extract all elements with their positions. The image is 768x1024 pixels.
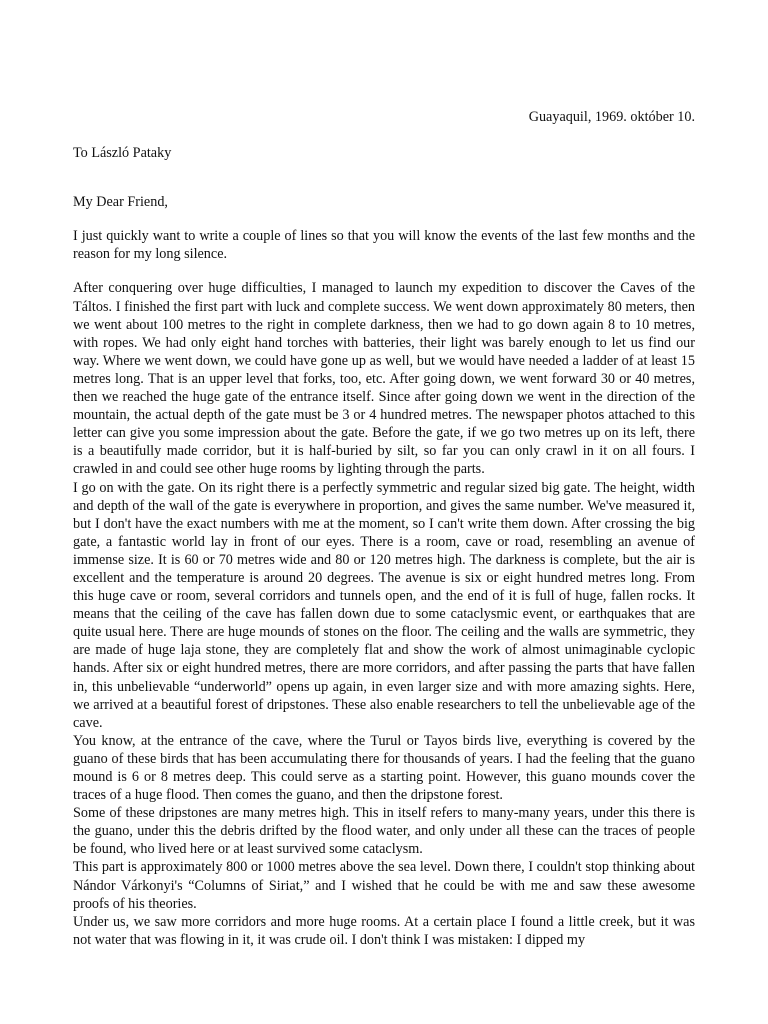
letter-body — [73, 108, 695, 949]
paragraph-expedition: After conquering over huge difficulties, I managed to launch my expedition to discover the Caves of the Táltos. I finished the first part with luck and complete success. We went down approximately 80 meters, then we went about 100 metres to the right in complete darkness, then we had to go down again 8 to 10 metres, with ropes. We had only eight hand torches with batteries, their light was barely enough to let us find our way. Where we went down, we could have gone up as well, but we would have needed a ladder of at least 15 metres long. That is an upper level that forks, too, etc. After going down, we went forward 30 or 40 metres, then we reached the huge gate of the entrance itself. Since after going down we went in the direction of the mountain, the actual depth of the gate must be 3 or 4 hundred metres. The newspaper photos attached to this letter can give you some impression about the gate. Before the gate, if we go two metres up on its left, there is a beautifully made corridor, but it is half-buried by silt, so far you can only crawl in it on all fours. I crawled in and could see other huge rooms by lighting through the parts. — [73, 280, 695, 478]
paragraph-dripstones: Some of these dripstones are many metres high. This in itself refers to many-many years, under this there is the guano, under this the debris drifted by the flood water, and only under all these can the traces of people be found, who lived here or at least survived some cataclysm. — [73, 805, 695, 858]
letter-recipient: To László Pataky — [73, 145, 172, 162]
letter-main-text — [73, 279, 695, 948]
paragraph-gate: I go on with the gate. On its right there is a perfectly symmetric and regular sized big gate. The height, width and depth of the wall of the gate is everywhere in proportion, and gives the same number. We've measured it, but I don't have the exact numbers with me at the moment, so I can't write them down. After crossing the big gate, a fantastic world lay in front of our eyes. There is a room, cave or road, resembling an avenue of immense size. It is 60 or 70 metres wide and 80 or 120 metres high. The darkness is complete, but the air is excellent and the temperature is around 20 degrees. The avenue is six or eight hundred metres long. From this huge cave or room, several corridors and tunnels open, and the end of it is full of huge, fallen rocks. It means that the ceiling of the cave has fallen down due to some cataclysmic event, or earthquakes that are quite usual here. There are huge mounds of stones on the floor. The ceiling and the walls are symmetric, they are made of huge laja stone, they are completely flat and show the work of almost unimaginable cyclopic hands. After six or eight hundred metres, there are more corridors, and after passing the parts that have fallen in, this unbelievable “underworld” opens up again, in even larger size and with more amazing sights. Here, we arrived at a beautiful forest of dripstones. These also enable researchers to tell the unbelievable age of the cave. — [73, 479, 695, 731]
paragraph-guano: You know, at the entrance of the cave, where the Turul or Tayos birds live, everything is covered by the guano of these birds that has been accumulating there for thousands of years. I had the feeling that the guano mound is 6 or 8 metres deep. This could serve as a starting point. However, this guano mounds cover the traces of a huge flood. Then comes the guano, and then the dripstone forest. — [73, 732, 695, 804]
paragraph-sea-level: This part is approximately 800 or 1000 metres above the sea level. Down there, I couldn't stop thinking about Nándor Várkonyi's “Columns of Siriat,” and I wished that he could be with me and saw these awesome proofs of his theories. — [73, 859, 695, 912]
letter-intro-paragraph: I just quickly want to write a couple of lines so that you will know the events of the last few months and the reason for my long silence. — [73, 228, 695, 263]
letter-salutation: My Dear Friend, — [73, 194, 168, 211]
paragraph-crude-oil: Under us, we saw more corridors and more huge rooms. At a certain place I found a little creek, but it was not water that was flowing in it, it was crude oil. I don't think I was mistaken: I dipped my — [73, 913, 695, 948]
letter-dateline: Guayaquil, 1969. október 10. — [528, 109, 695, 125]
